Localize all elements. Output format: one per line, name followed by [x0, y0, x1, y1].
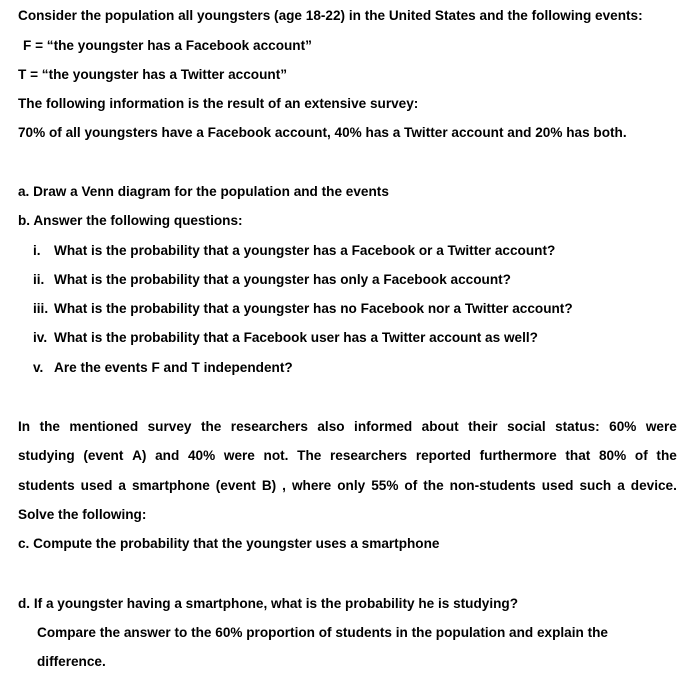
word: , — [282, 478, 286, 493]
word: researchers — [230, 419, 308, 434]
word: A) — [132, 448, 147, 463]
part-d-compare-line: difference. — [37, 654, 106, 669]
word: used — [541, 478, 574, 493]
word: (event — [83, 448, 124, 463]
question-v-number: v. — [33, 360, 44, 375]
word: studying — [18, 448, 75, 463]
question-v-text: Are the events F and T independent? — [54, 360, 293, 375]
word: students — [18, 478, 75, 493]
paragraph-line — [18, 477, 677, 495]
word: 55% — [371, 478, 399, 493]
word: a — [118, 478, 126, 493]
word: researchers — [330, 448, 408, 463]
word: the — [39, 419, 60, 434]
word: In — [18, 419, 31, 434]
intro-line: Consider the population all youngsters (age 18-22) in the United States and the following events: — [18, 8, 643, 23]
word: smartphone — [131, 478, 210, 493]
question-ii-text: What is the probability that a youngster has only a Facebook account? — [54, 272, 511, 287]
word: 60% — [609, 419, 637, 434]
question-iv-text: What is the probability that a Facebook user has a Twitter account as well? — [54, 330, 538, 345]
word: device. — [630, 478, 677, 493]
event-t-definition: T = “the youngster has a Twitter account” — [18, 67, 288, 82]
word: and — [155, 448, 180, 463]
event-f-definition: F = “the youngster has a Facebook account” — [23, 38, 312, 53]
word: their — [468, 419, 498, 434]
part-b-heading: b. Answer the following questions: — [18, 213, 243, 228]
word: only — [337, 478, 366, 493]
word: reported — [415, 448, 471, 463]
survey-intro: The following information is the result of an extensive survey: — [18, 96, 419, 111]
word: that — [565, 448, 591, 463]
question-iv-number: iv. — [33, 330, 48, 345]
question-iii-number: iii. — [33, 301, 49, 316]
paragraph-line — [18, 418, 677, 436]
word: 40% — [187, 448, 216, 463]
word: mentioned — [69, 419, 139, 434]
word: a — [617, 478, 625, 493]
word: such — [579, 478, 612, 493]
word: where — [291, 478, 332, 493]
part-c-question: c. Compute the probability that the youngster uses a smartphone — [18, 536, 440, 551]
word: were — [223, 448, 255, 463]
question-ii-number: ii. — [33, 272, 45, 287]
paragraph-line — [18, 447, 677, 465]
word: of — [404, 478, 418, 493]
word: of — [634, 448, 648, 463]
paragraph-line-solve: Solve the following: — [18, 507, 147, 522]
word: non-students — [449, 478, 536, 493]
word: B) — [261, 478, 277, 493]
word: (event — [215, 478, 256, 493]
question-i-number: i. — [33, 243, 41, 258]
word: social — [507, 419, 546, 434]
word: also — [317, 419, 345, 434]
word: the — [656, 448, 677, 463]
part-a-question: a. Draw a Venn diagram for the population and the events — [18, 184, 389, 199]
part-d-question: d. If a youngster having a smartphone, what is the probability he is studying? — [18, 596, 519, 611]
word: furthermore — [479, 448, 557, 463]
word: were — [645, 419, 677, 434]
survey-result: 70% of all youngsters have a Facebook account, 40% has a Twitter account and 20% has both. — [18, 125, 627, 140]
word: The — [297, 448, 322, 463]
part-d-compare-line: Compare the answer to the 60% proportion of students in the population and explain the — [37, 625, 608, 640]
word: not. — [263, 448, 289, 463]
word: informed — [354, 419, 413, 434]
question-iii-text: What is the probability that a youngster has no Facebook nor a Twitter account? — [54, 301, 573, 316]
word: 80% — [598, 448, 627, 463]
word: the — [200, 419, 222, 434]
word: used — [80, 478, 113, 493]
word: the — [423, 478, 444, 493]
word: survey — [147, 419, 192, 434]
question-i-text: What is the probability that a youngster has a Facebook or a Twitter account? — [54, 243, 556, 258]
word: status: — [555, 419, 600, 434]
word: about — [421, 419, 459, 434]
